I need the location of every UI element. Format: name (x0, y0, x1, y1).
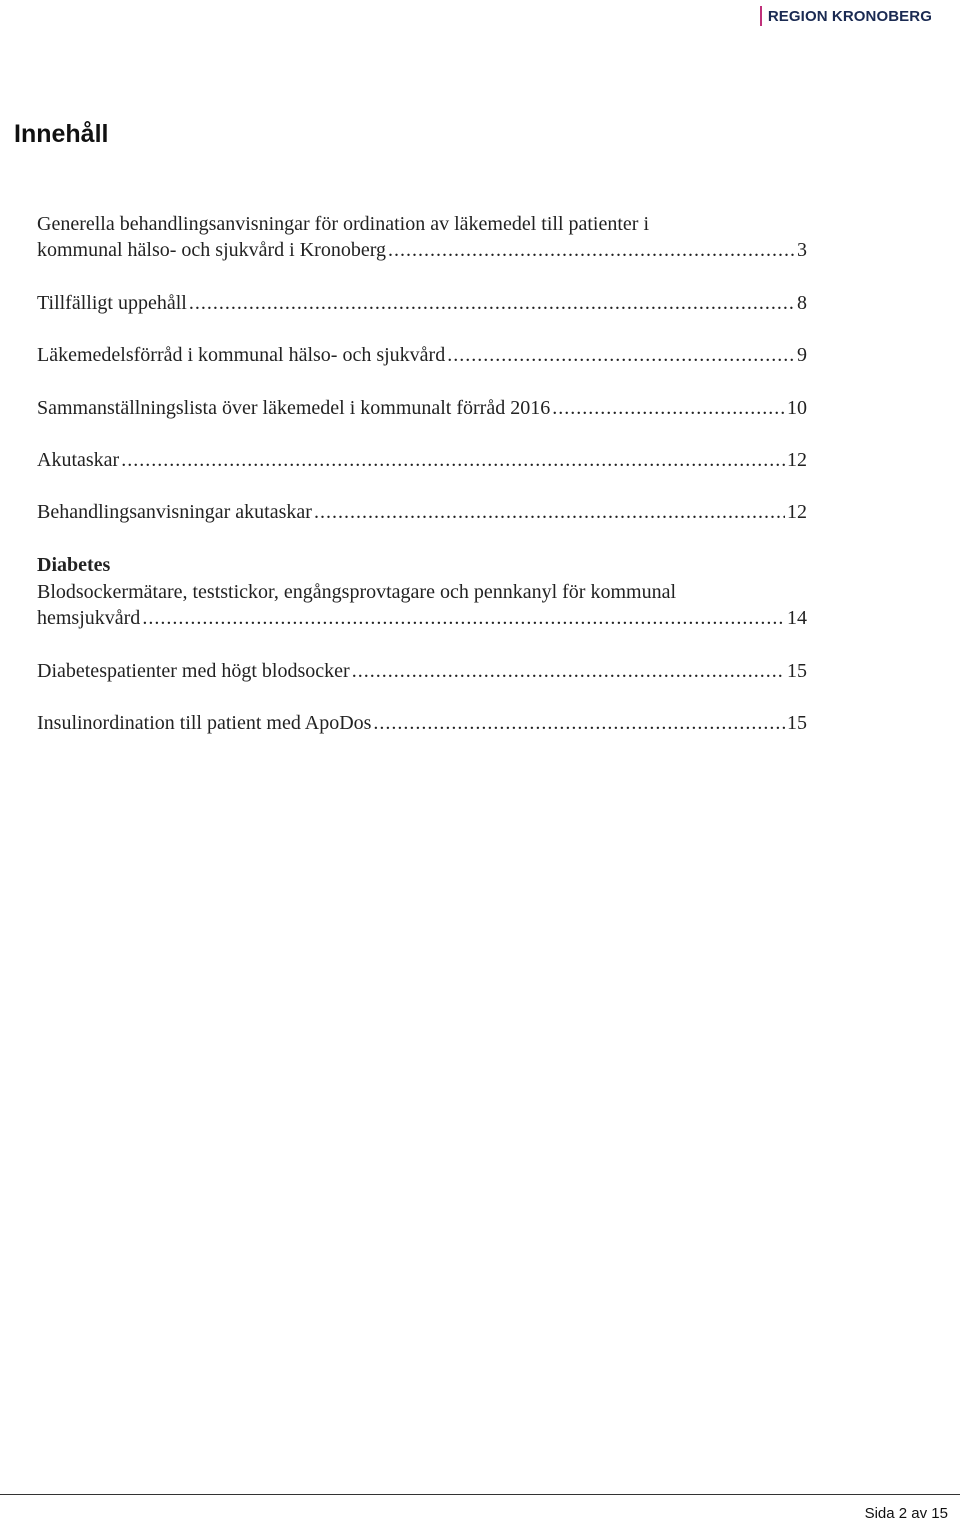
header-brand (760, 6, 932, 26)
toc-entry-behandlingsanvisningar-akutaskar[interactable] (37, 499, 807, 525)
toc-leader-dots (388, 237, 795, 263)
toc-leader-dots (189, 290, 795, 316)
toc-entry-text: Diabetespatienter med högt blodsocker (37, 660, 350, 682)
toc-leader-dots (447, 342, 795, 368)
toc-page-number: 12 (787, 449, 807, 471)
toc-entry-text: Behandlingsanvisningar akutaskar (37, 501, 312, 523)
toc-page-number: 10 (787, 397, 807, 419)
toc-entry-text: kommunal hälso- och sjukvård i Kronoberg (37, 239, 387, 261)
toc-entry-diabetespatienter[interactable] (37, 658, 807, 684)
toc-entry-generella[interactable] (37, 211, 807, 263)
toc-leader-dots (352, 658, 785, 684)
toc-entry-sammanstallningslista[interactable] (37, 395, 807, 421)
footer-page-number: Sida 2 av 15 (864, 1505, 948, 1522)
toc-entry-lakemedelsforrad[interactable] (37, 342, 807, 368)
toc-entry-tillfalligt-uppehall[interactable] (37, 290, 807, 316)
toc-leader-dots (314, 499, 785, 525)
toc-page-number: 3 (797, 239, 807, 261)
toc-entry-text: Tillfälligt uppehåll (37, 292, 187, 314)
toc-page-number: 8 (797, 292, 807, 314)
toc-page-number: 12 (787, 501, 807, 523)
toc-leader-dots (373, 710, 785, 736)
toc-page-number: 15 (787, 660, 807, 682)
toc-entry-text-line1: Blodsockermätare, teststickor, engångsprovtagare och pennkanyl för kommunal (37, 581, 677, 603)
toc-entry-text: hemsjukvård (37, 607, 141, 629)
brand-name: REGION KRONOBERG (767, 7, 932, 25)
toc-entry-text: Akutaskar (37, 449, 120, 471)
toc-entry-text: Läkemedelsförråd i kommunal hälso- och sjukvård (37, 344, 446, 366)
toc-entry-text-line1: Generella behandlingsanvisningar för ordination av läkemedel till patienter i (37, 213, 650, 235)
toc-page-number: 15 (787, 712, 807, 734)
toc-heading: Innehåll (14, 120, 109, 148)
toc-entry-blodsockermatare[interactable] (37, 579, 807, 631)
footer-divider (0, 1494, 960, 1495)
toc-page-number: 14 (787, 607, 807, 629)
toc-section-heading: Diabetes (37, 554, 111, 576)
toc-page-number: 9 (797, 344, 807, 366)
toc-entry-insulinordination[interactable] (37, 710, 807, 736)
toc-leader-dots (121, 447, 785, 473)
toc-leader-dots (142, 605, 785, 631)
toc-entry-akutaskar[interactable] (37, 447, 807, 473)
toc-entry-text: Sammanställningslista över läkemedel i kommunalt förråd 2016 (37, 397, 551, 419)
toc-leader-dots (552, 395, 785, 421)
toc-entry-text: Insulinordination till patient med ApoDos (37, 712, 372, 734)
